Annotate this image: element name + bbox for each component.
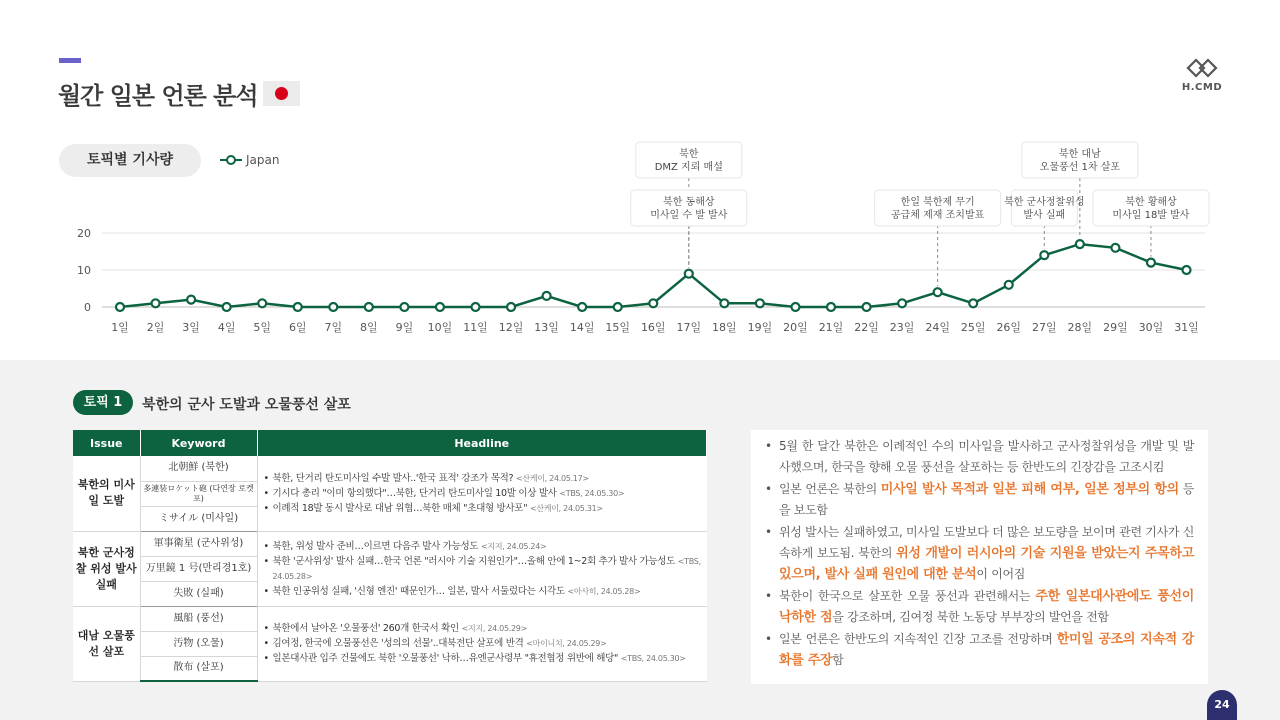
x-tick-label: 23일 xyxy=(889,321,915,334)
issue-cell: 북한 군사정찰 위성 발사 실패 xyxy=(73,531,140,606)
summary-text: 이 이어짐 xyxy=(976,567,1026,581)
headline-item xyxy=(264,621,707,636)
headline-item xyxy=(264,471,707,486)
headline-text: 북한, 위성 발사 준비…이르면 다음주 발사 가능성도 xyxy=(272,540,479,552)
x-tick-label: 9일 xyxy=(395,321,414,334)
keyword-cell: 多連装ロケット砲 (다연장 로켓포) xyxy=(140,481,257,506)
logo-diamond-icon xyxy=(1184,56,1220,80)
headline-text: 일본대사관 입주 건물에도 북한 '오물풍선' 낙하…유엔군사령부 "휴전협정 위반에 해당" xyxy=(272,653,619,664)
article-volume-line-chart xyxy=(0,130,1280,345)
x-tick-label: 17일 xyxy=(676,321,702,334)
topic-badge: 토픽 1 xyxy=(73,390,133,415)
data-point xyxy=(543,292,551,300)
x-tick-label: 12일 xyxy=(498,321,524,334)
data-point xyxy=(720,299,728,307)
summary-text: 위성 발사는 실패하였고, 미사일 도발보다 더 많은 보도량을 보이며 관련 기사가 신속하게 보도됨. 북한의 xyxy=(779,525,1194,560)
summary-item xyxy=(765,436,1194,478)
summary-text: 등을 보도함 xyxy=(779,482,1194,517)
x-tick-label: 18일 xyxy=(712,321,737,334)
headline-item xyxy=(264,501,707,516)
page-number: 24 xyxy=(1207,690,1237,720)
headline-text: 북한 '군사위성' 발사 실패…한국 언론 "러시아 기술 지원인가"…올해 안에 1~2회 추가 발사 가능성도 xyxy=(272,555,676,567)
legend-label: Japan xyxy=(246,153,280,167)
data-point xyxy=(152,299,160,307)
summary-text: 을 강조하며, 김여정 북한 노동당 부부장의 발언을 전함 xyxy=(832,610,1109,624)
x-tick-label: 15일 xyxy=(605,321,631,334)
data-point xyxy=(400,303,408,311)
annotation-label: 발사 실패 xyxy=(1023,210,1066,221)
summary-text: 북한이 한국으로 살포한 오물 풍선과 관련해서는 xyxy=(779,589,1036,603)
summary-list xyxy=(765,436,1194,671)
annotation-label: DMZ 지뢰 매설 xyxy=(654,162,723,173)
x-tick-label: 8일 xyxy=(360,321,378,334)
headline-text: 김여정, 한국에 오물풍선은 '성의의 선물'..대북전단 살포에 반격 xyxy=(272,638,524,649)
data-point xyxy=(827,303,835,311)
headline-item xyxy=(264,486,707,501)
hcmd-logo xyxy=(1180,56,1224,93)
data-point xyxy=(791,303,799,311)
summary-text: 5월 한 달간 북한은 이례적인 수의 미사일을 발사하고 군사정찰위성을 개발 및 발사했으며, 한국을 향해 오물 풍선을 살포하는 등 한반도의 긴장감을 고조시킴 xyxy=(779,439,1194,474)
headline-cell xyxy=(257,606,707,681)
keyword-cell: 失敗 (실패) xyxy=(140,581,257,606)
data-point xyxy=(116,303,124,311)
data-point xyxy=(258,299,266,307)
headline-source: <TBS, 24.05.30> xyxy=(559,488,625,498)
headline-source: <지지, 24.05.24> xyxy=(481,541,547,551)
annotation-label: 미사일 수 발 발사 xyxy=(650,210,728,221)
headline-text: 이례적 18발 동시 발사로 대남 위협…북한 매체 "초대형 방사포" xyxy=(272,502,528,514)
headline-source: <산케이, 24.05.17> xyxy=(515,473,589,483)
x-tick-label: 19일 xyxy=(747,321,773,334)
headline-source: <TBS, 24.05.28> xyxy=(272,556,701,581)
x-tick-label: 20일 xyxy=(783,321,808,334)
x-tick-label: 26일 xyxy=(996,321,1022,334)
headline-item xyxy=(264,584,707,599)
annotation-label: 오물풍선 1차 살포 xyxy=(1039,162,1121,173)
data-point xyxy=(969,299,977,307)
issue-cell: 대남 오물풍선 살포 xyxy=(73,606,140,681)
keyword-cell: 風船 (풍선) xyxy=(140,606,257,631)
headline-item xyxy=(264,636,707,651)
summary-highlight: 위성 개발이 러시아의 기술 지원을 받았는지 주목하고 있으며, 발사 실패 원인에 대한 분석 xyxy=(779,546,1194,582)
summary-item xyxy=(765,629,1194,671)
summary-item xyxy=(765,522,1194,585)
headline-source: <지지, 24.05.29> xyxy=(461,624,527,633)
issue-cell: 북한의 미사일 도발 xyxy=(73,456,140,531)
series-line xyxy=(120,244,1187,307)
x-tick-label: 28일 xyxy=(1067,321,1093,334)
headline-text: 북한, 단거리 탄도미사일 수발 발사..'한국 표적' 강조가 목적? xyxy=(272,472,514,484)
annotation-label: 한일 북한제 무기 xyxy=(900,197,975,208)
headline-source: <마이니치, 24.05.29> xyxy=(526,639,607,648)
x-tick-label: 30일 xyxy=(1138,321,1164,334)
headline-cell xyxy=(257,531,707,606)
col-header-headline: Headline xyxy=(257,430,707,456)
data-point xyxy=(756,299,764,307)
summary-panel xyxy=(751,430,1208,684)
x-tick-label: 11일 xyxy=(463,321,488,334)
logo-text: H.CMD xyxy=(1181,82,1223,93)
headline-cell xyxy=(257,456,707,531)
data-point xyxy=(578,303,586,311)
headline-source: <아사히, 24.05.28> xyxy=(567,586,641,596)
annotation-label: 북한 xyxy=(679,149,699,160)
summary-highlight: 미사일 발사 목적과 일본 피해 여부, 일본 정부의 항의 xyxy=(880,482,1179,497)
data-point xyxy=(507,303,515,311)
headline-text: 기시다 총리 "이미 항의했다"…북한, 단거리 탄도미사일 10발 이상 발사 xyxy=(272,487,557,499)
data-point xyxy=(187,296,195,304)
table-row xyxy=(73,531,707,556)
data-point xyxy=(649,299,657,307)
headline-text: 북한 인공위성 실패, '신형 엔진' 때문인가… 일본, 발사 서둘렀다는 시각도 xyxy=(272,585,565,597)
x-tick-label: 14일 xyxy=(569,321,595,334)
summary-text: 함 xyxy=(832,653,844,667)
summary-highlight: 주한 일본대사관에도 풍선이 낙하한 점 xyxy=(779,589,1194,625)
x-tick-label: 24일 xyxy=(925,321,950,334)
annotation-label: 공급체 제재 조치발표 xyxy=(890,210,985,221)
data-point xyxy=(1005,281,1013,289)
x-tick-label: 6일 xyxy=(288,321,307,334)
summary-item xyxy=(765,586,1194,628)
table-row xyxy=(73,456,707,481)
annotation-label: 북한 군사정찰위성 xyxy=(1004,197,1085,208)
page-title: 월간 일본 언론 분석 xyxy=(58,82,258,110)
x-tick-label: 25일 xyxy=(960,321,986,334)
keyword-cell: 軍事衛星 (군사위성) xyxy=(140,531,257,556)
data-point xyxy=(294,303,302,311)
y-tick-label: 10 xyxy=(77,264,91,277)
headline-source: <TBS, 24.05.30> xyxy=(620,654,686,663)
x-tick-label: 5일 xyxy=(253,321,272,334)
x-tick-label: 4일 xyxy=(217,321,236,334)
data-point xyxy=(472,303,480,311)
data-point xyxy=(934,288,942,296)
data-point xyxy=(365,303,373,311)
keyword-cell: 万里鏡 1 号(만리경1호) xyxy=(140,556,257,581)
title-accent-bar xyxy=(59,58,81,63)
x-tick-label: 16일 xyxy=(640,321,666,334)
col-header-issue: Issue xyxy=(73,430,140,456)
col-header-keyword: Keyword xyxy=(140,430,257,456)
data-point xyxy=(436,303,444,311)
x-tick-label: 21일 xyxy=(818,321,844,334)
summary-text: 일본 언론은 북한의 xyxy=(779,482,881,496)
data-point xyxy=(1183,266,1191,274)
x-tick-label: 7일 xyxy=(324,321,343,334)
annotation-label: 북한 황해상 xyxy=(1125,197,1177,208)
chart-topic-pill: 토픽별 기사량 xyxy=(59,144,201,177)
keyword-cell: 北朝鮮 (북한) xyxy=(140,456,257,481)
x-tick-label: 10일 xyxy=(427,321,453,334)
headline-source: <산케이, 24.05.31> xyxy=(530,503,603,513)
issue-keyword-headline-table xyxy=(73,430,707,682)
x-tick-label: 27일 xyxy=(1031,321,1057,334)
headline-item xyxy=(264,554,707,584)
x-tick-label: 13일 xyxy=(534,321,559,334)
keyword-cell: 汚物 (오물) xyxy=(140,631,257,656)
headline-item xyxy=(264,539,707,554)
x-tick-label: 22일 xyxy=(854,321,879,334)
y-tick-label: 20 xyxy=(77,227,91,240)
summary-text: 일본 언론은 한반도의 지속적인 긴장 고조를 전망하며 xyxy=(779,632,1057,646)
x-tick-label: 1일 xyxy=(111,321,129,334)
data-point xyxy=(1147,259,1155,267)
data-point xyxy=(1076,240,1084,248)
keyword-cell: ミサイル (미사일) xyxy=(140,506,257,531)
x-tick-label: 29일 xyxy=(1103,321,1128,334)
data-point xyxy=(1111,244,1119,252)
x-tick-label: 3일 xyxy=(182,321,200,334)
x-tick-label: 2일 xyxy=(146,321,165,334)
annotation-label: 북한 동해상 xyxy=(663,197,715,208)
annotation-label: 미사일 18발 발사 xyxy=(1112,210,1190,221)
data-point xyxy=(329,303,337,311)
x-tick-label: 31일 xyxy=(1174,321,1199,334)
keyword-cell: 散布 (살포) xyxy=(140,656,257,681)
topic-title: 북한의 군사 도발과 오물풍선 살포 xyxy=(142,397,351,413)
data-point xyxy=(614,303,622,311)
data-point xyxy=(898,299,906,307)
data-point xyxy=(863,303,871,311)
data-point xyxy=(1040,251,1048,259)
y-tick-label: 0 xyxy=(84,301,91,314)
headline-text: 북한에서 날아온 '오물풍선' 260개 한국서 확인 xyxy=(272,623,459,634)
japan-flag-icon xyxy=(263,81,300,106)
data-point xyxy=(223,303,231,311)
table-row xyxy=(73,606,707,631)
summary-highlight: 한미일 공조의 지속적 강화를 주장 xyxy=(779,632,1195,668)
summary-item xyxy=(765,479,1194,521)
data-point xyxy=(685,270,693,278)
headline-item xyxy=(264,651,707,666)
annotation-label: 북한 대남 xyxy=(1058,149,1101,160)
